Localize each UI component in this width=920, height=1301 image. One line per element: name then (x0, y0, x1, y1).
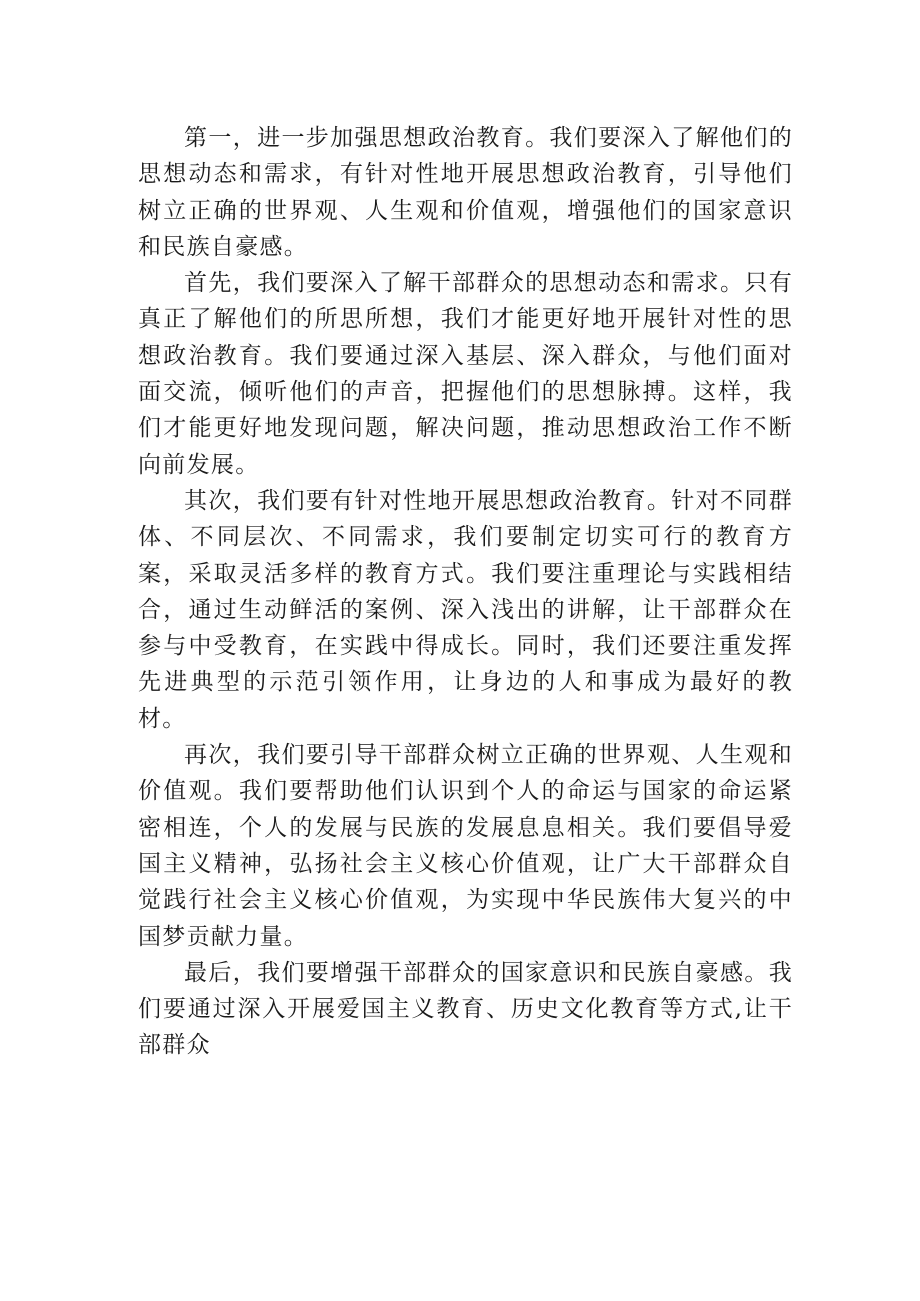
paragraph-5: 最后，我们要增强干部群众的国家意识和民族自豪感。我们要通过深入开展爱国主义教育、历史文化教育等方式,让干部群众 (138, 959, 793, 1059)
paragraph-3: 其次，我们要有针对性地开展思想政治教育。针对不同群体、不同层次、不同需求，我们要制定切实可行的教育方案，采取灵活多样的教育方式。我们要注重理论与实践相结合，通过生动鲜活的案例、深入浅出的讲解，让干部群众在参与中受教育，在实践中得成长。同时，我们还要注重发挥先进典型的示范引领作用，让身边的人和事成为最好的教材。 (138, 487, 793, 732)
paragraph-1: 第一，进一步加强思想政治教育。我们要深入了解他们的思想动态和需求，有针对性地开展思想政治教育，引导他们树立正确的世界观、人生观和价值观，增强他们的国家意识和民族自豪感。 (138, 125, 793, 260)
document-body (138, 120, 793, 1064)
paragraph-4: 再次，我们要引导干部群众树立正确的世界观、人生观和价值观。我们要帮助他们认识到个人的命运与国家的命运紧密相连，个人的发展与民族的发展息息相关。我们要倡导爱国主义精神，弘扬社会主义核心价值观，让广大干部群众自觉践行社会主义核心价值观，为实现中华民族伟大复兴的中国梦贡献力量。 (138, 742, 793, 950)
paragraph-2: 首先，我们要深入了解干部群众的思想动态和需求。只有真正了解他们的所思所想，我们才能更好地开展针对性的思想政治教育。我们要通过深入基层、深入群众，与他们面对面交流，倾听他们的声音，把握他们的思想脉搏。这样，我们才能更好地发现问题，解决问题，推动思想政治工作不断向前发展。 (138, 270, 793, 478)
